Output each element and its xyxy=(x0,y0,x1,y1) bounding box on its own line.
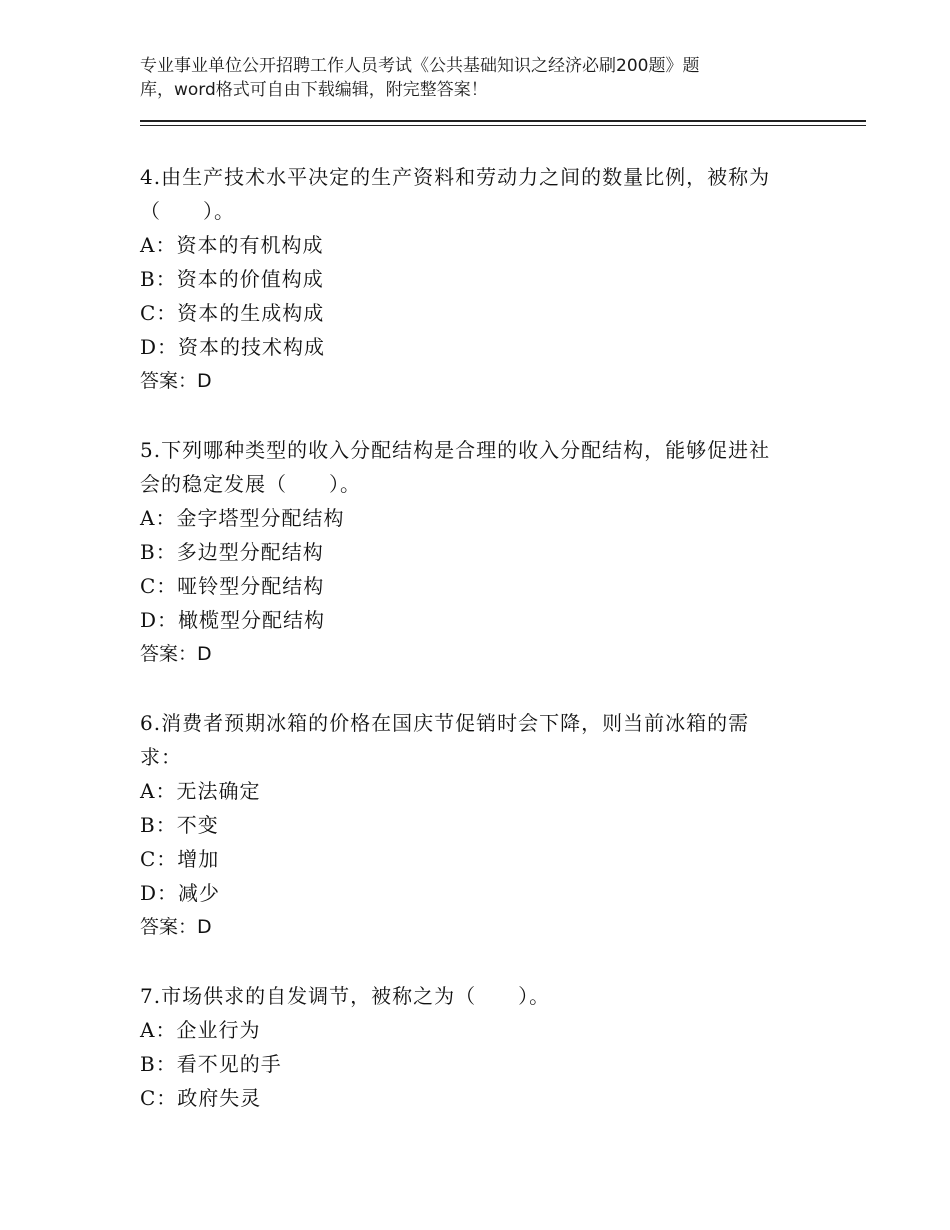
option-c: C：增加 xyxy=(140,847,220,871)
option-b: B：多边型分配结构 xyxy=(140,540,324,564)
option-a: A：资本的有机构成 xyxy=(140,233,324,257)
answer: 答案：D xyxy=(140,643,212,665)
option-d: D：资本的技术构成 xyxy=(140,335,326,359)
question-stem-line: 5.下列哪种类型的收入分配结构是合理的收入分配结构，能够促进社 xyxy=(140,438,771,462)
question-stem-line: （ ）。 xyxy=(140,199,235,223)
question-6 xyxy=(140,706,820,944)
option-c: C：政府失灵 xyxy=(140,1086,262,1110)
question-5 xyxy=(140,433,820,671)
header-rule-thin xyxy=(140,125,866,126)
question-stem-line: 会的稳定发展（ ）。 xyxy=(140,472,361,496)
header-rule-thick xyxy=(140,120,866,122)
question-stem-line: 4.由生产技术水平决定的生产资料和劳动力之间的数量比例，被称为 xyxy=(140,165,771,189)
document-header xyxy=(140,54,800,102)
option-b: B：不变 xyxy=(140,813,219,837)
option-c: C：哑铃型分配结构 xyxy=(140,574,325,598)
option-a: A：无法确定 xyxy=(140,779,261,803)
question-stem-line: 6.消费者预期冰箱的价格在国庆节促销时会下降，则当前冰箱的需 xyxy=(140,711,750,735)
option-d: D：橄榄型分配结构 xyxy=(140,608,326,632)
answer: 答案：D xyxy=(140,370,212,392)
question-4 xyxy=(140,160,820,398)
header-line-1: 专业事业单位公开招聘工作人员考试《公共基础知识之经济必刷200题》题 xyxy=(140,56,700,76)
answer: 答案：D xyxy=(140,916,212,938)
question-stem-line: 求： xyxy=(140,745,182,769)
option-a: A：金字塔型分配结构 xyxy=(140,506,345,530)
option-b: B：资本的价值构成 xyxy=(140,267,324,291)
option-b: B：看不见的手 xyxy=(140,1052,282,1076)
option-a: A：企业行为 xyxy=(140,1018,261,1042)
option-c: C：资本的生成构成 xyxy=(140,301,325,325)
option-d: D：减少 xyxy=(140,881,221,905)
header-line-2: 库，word格式可自由下载编辑，附完整答案！ xyxy=(140,80,488,100)
question-7 xyxy=(140,979,820,1115)
question-stem-line: 7.市场供求的自发调节，被称之为（ ）。 xyxy=(140,984,551,1008)
